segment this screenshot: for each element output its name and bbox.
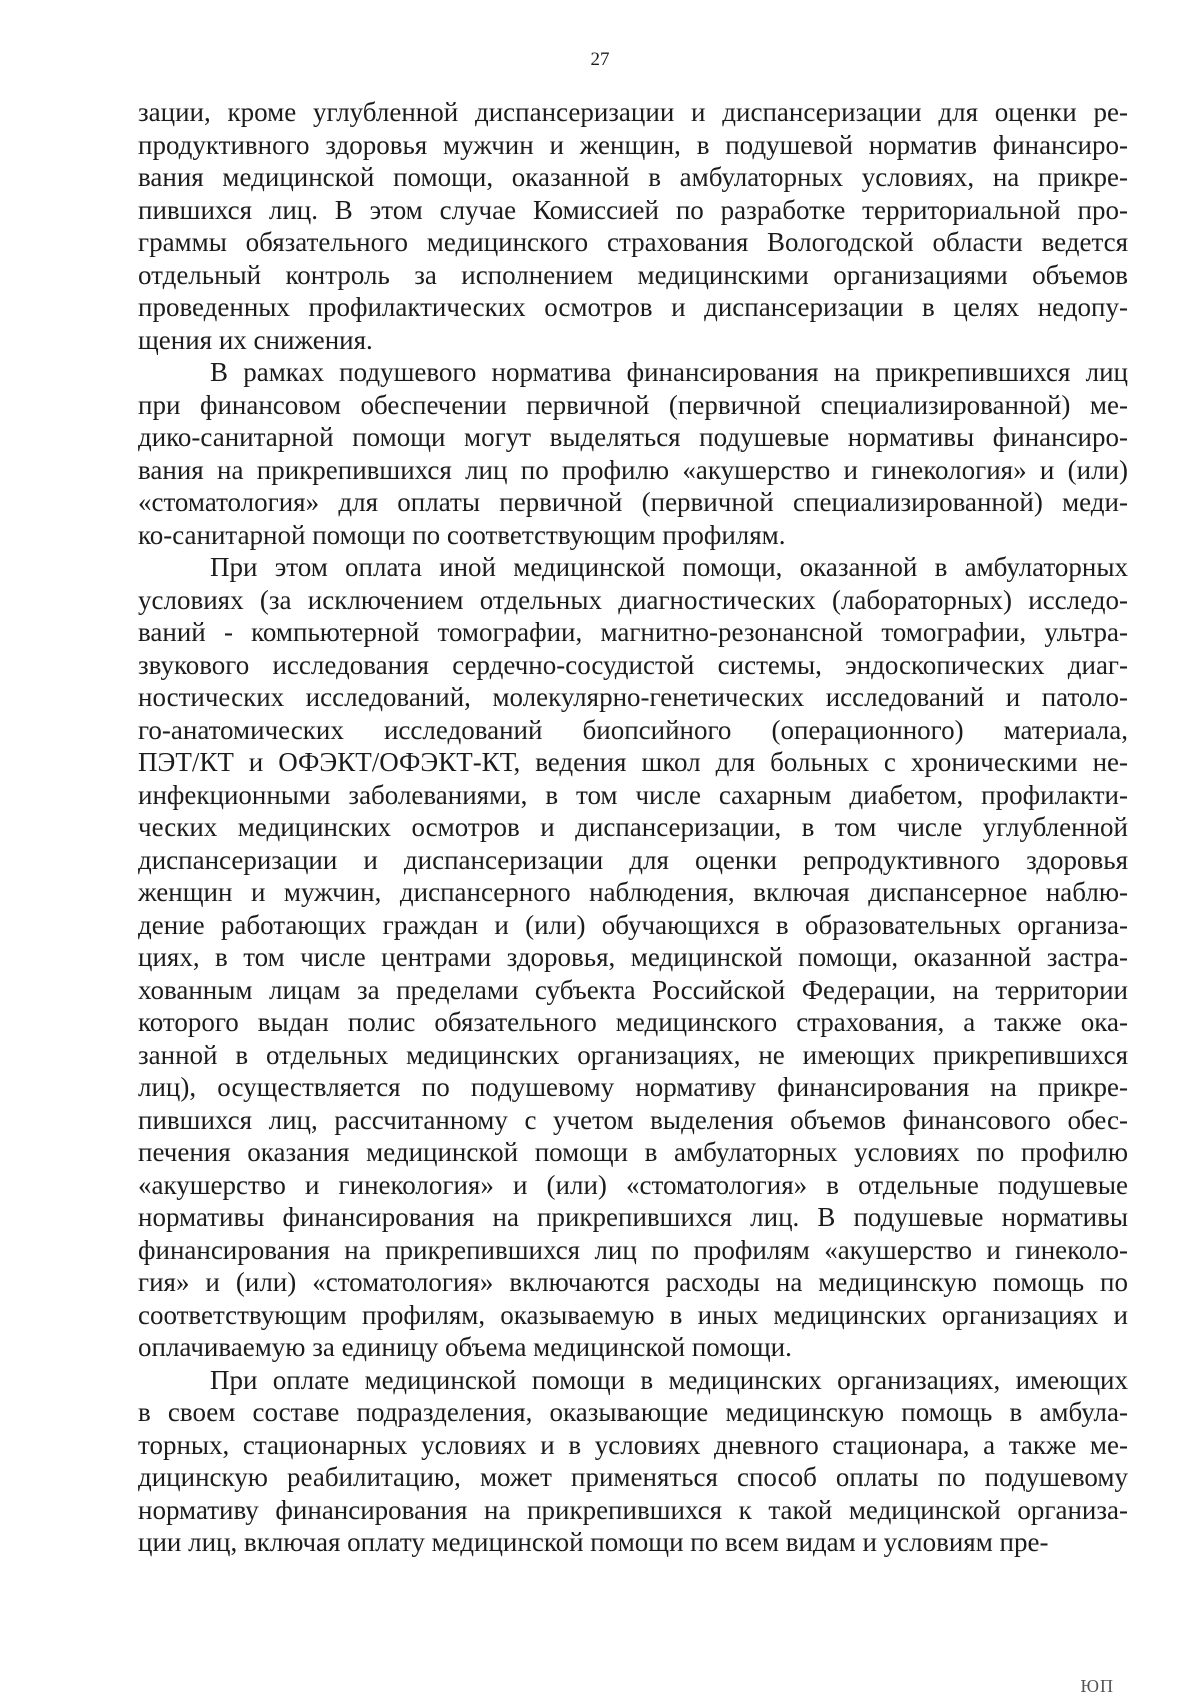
text-line: ческих медицинских осмотров и диспансеризации, в том числе углубленной [138, 812, 1128, 842]
text-line: при финансовом обеспечении первичной (первичной специализированной) ме- [138, 389, 1128, 420]
text-line: граммы обязательного медицинского страхования Вологодской области ведется [138, 227, 1128, 257]
text-line: которого выдан полис обязательного медицинского страхования, а также ока- [138, 1007, 1128, 1037]
text-line: нормативы финансирования на прикрепившихся лиц. В подушевые нормативы [138, 1202, 1128, 1232]
text-line: инфекционными заболеваниями, в том числе сахарным диабетом, профилакти- [138, 779, 1128, 810]
text-line: «стоматология» для оплаты первичной (первичной специализированной) меди- [138, 487, 1128, 517]
text-line: ностических исследований, молекулярно-генетических исследований и патоло- [138, 682, 1128, 712]
text-line: го-анатомических исследований биопсийного (операционного) материала, [138, 714, 1128, 745]
text-line: зации, кроме углубленной диспансеризации и диспансеризации для оценки ре- [138, 97, 1128, 127]
text-line: звукового исследования сердечно-сосудистой системы, эндоскопических диаг- [138, 649, 1128, 680]
paragraph [138, 356, 1128, 551]
text-line: дение работающих граждан и (или) обучающихся в образовательных организа- [138, 909, 1128, 940]
text-line: ПЭТ/КТ и ОФЭКТ/ОФЭКТ-КТ, ведения школ для больных с хроническими не- [138, 747, 1128, 777]
text-line: «акушерство и гинекология» и (или) «стоматология» в отдельные подушевые [138, 1169, 1128, 1200]
text-line: циях, в том числе центрами здоровья, медицинской помощи, оказанной застра- [138, 942, 1128, 972]
text-line: вания медицинской помощи, оказанной в амбулаторных условиях, на прикре- [138, 162, 1128, 192]
text-line: проведенных профилактических осмотров и диспансеризации в целях недопу- [138, 292, 1128, 322]
paragraph [138, 96, 1128, 356]
text-line: женщин и мужчин, диспансерного наблюдения, включая диспансерное наблю- [138, 877, 1128, 907]
text-line: диспансеризации и диспансеризации для оценки репродуктивного здоровья [138, 844, 1128, 875]
text-line: соответствующим профилям, оказываемую в иных медицинских организациях и [138, 1299, 1128, 1330]
text-line: ции лиц, включая оплату медицинской помощи по всем видам и условиям пре- [138, 1527, 1049, 1557]
text-line: гия» и (или) «стоматология» включаются расходы на медицинскую помощь по [138, 1267, 1128, 1297]
text-line: пившихся лиц, рассчитанному с учетом выделения объемов финансового обес- [138, 1104, 1128, 1135]
text-line: хованным лицам за пределами субъекта Российской Федерации, на территории [138, 974, 1128, 1005]
document-body [138, 96, 1128, 1559]
text-line: в своем составе подразделения, оказывающие медицинскую помощь в амбула- [138, 1397, 1128, 1427]
text-line: нормативу финансирования на прикрепившихся к такой медицинской организа- [138, 1494, 1128, 1525]
text-line: печения оказания медицинской помощи в амбулаторных условиях по профилю [138, 1137, 1128, 1167]
paragraph [138, 1364, 1128, 1559]
text-line: При этом оплата иной медицинской помощи, оказанной в амбулаторных [210, 552, 1128, 582]
page-number: 27 [590, 49, 610, 70]
text-line: ваний - компьютерной томографии, магнитно-резонансной томографии, ультра- [138, 617, 1128, 647]
text-line: лиц), осуществляется по подушевому нормативу финансирования на прикре- [138, 1072, 1128, 1102]
text-line: пившихся лиц. В этом случае Комиссией по разработке территориальной про- [138, 194, 1128, 225]
text-line: В рамках подушевого норматива финансирования на прикрепившихся лиц [210, 357, 1128, 387]
text-line: При оплате медицинской помощи в медицинских организациях, имеющих [210, 1364, 1128, 1395]
text-line: оплачиваемую за единицу объема медицинской помощи. [138, 1332, 792, 1362]
footer-mark: ЮП [1080, 1676, 1114, 1696]
text-line: финансирования на прикрепившихся лиц по профилям «акушерство и гинеколо- [138, 1234, 1128, 1265]
text-line: продуктивного здоровья мужчин и женщин, в подушевой норматив финансиро- [138, 129, 1128, 160]
text-line: отдельный контроль за исполнением медицинскими организациями объемов [138, 259, 1128, 290]
text-line: условиях (за исключением отдельных диагностических (лабораторных) исследо- [138, 584, 1128, 615]
paragraph [138, 551, 1128, 1364]
text-line: дицинскую реабилитацию, может применяться способ оплаты по подушевому [138, 1462, 1128, 1492]
text-line: щения их снижения. [138, 324, 373, 355]
text-line: ко-санитарной помощи по соответствующим профилям. [138, 519, 786, 550]
text-line: дико-санитарной помощи могут выделяться подушевые нормативы финансиро- [138, 422, 1128, 452]
text-line: торных, стационарных условиях и в условиях дневного стационара, а также ме- [138, 1429, 1128, 1460]
text-line: вания на прикрепившихся лиц по профилю «акушерство и гинекология» и (или) [138, 454, 1128, 485]
text-line: занной в отдельных медицинских организациях, не имеющих прикрепившихся [138, 1039, 1128, 1070]
